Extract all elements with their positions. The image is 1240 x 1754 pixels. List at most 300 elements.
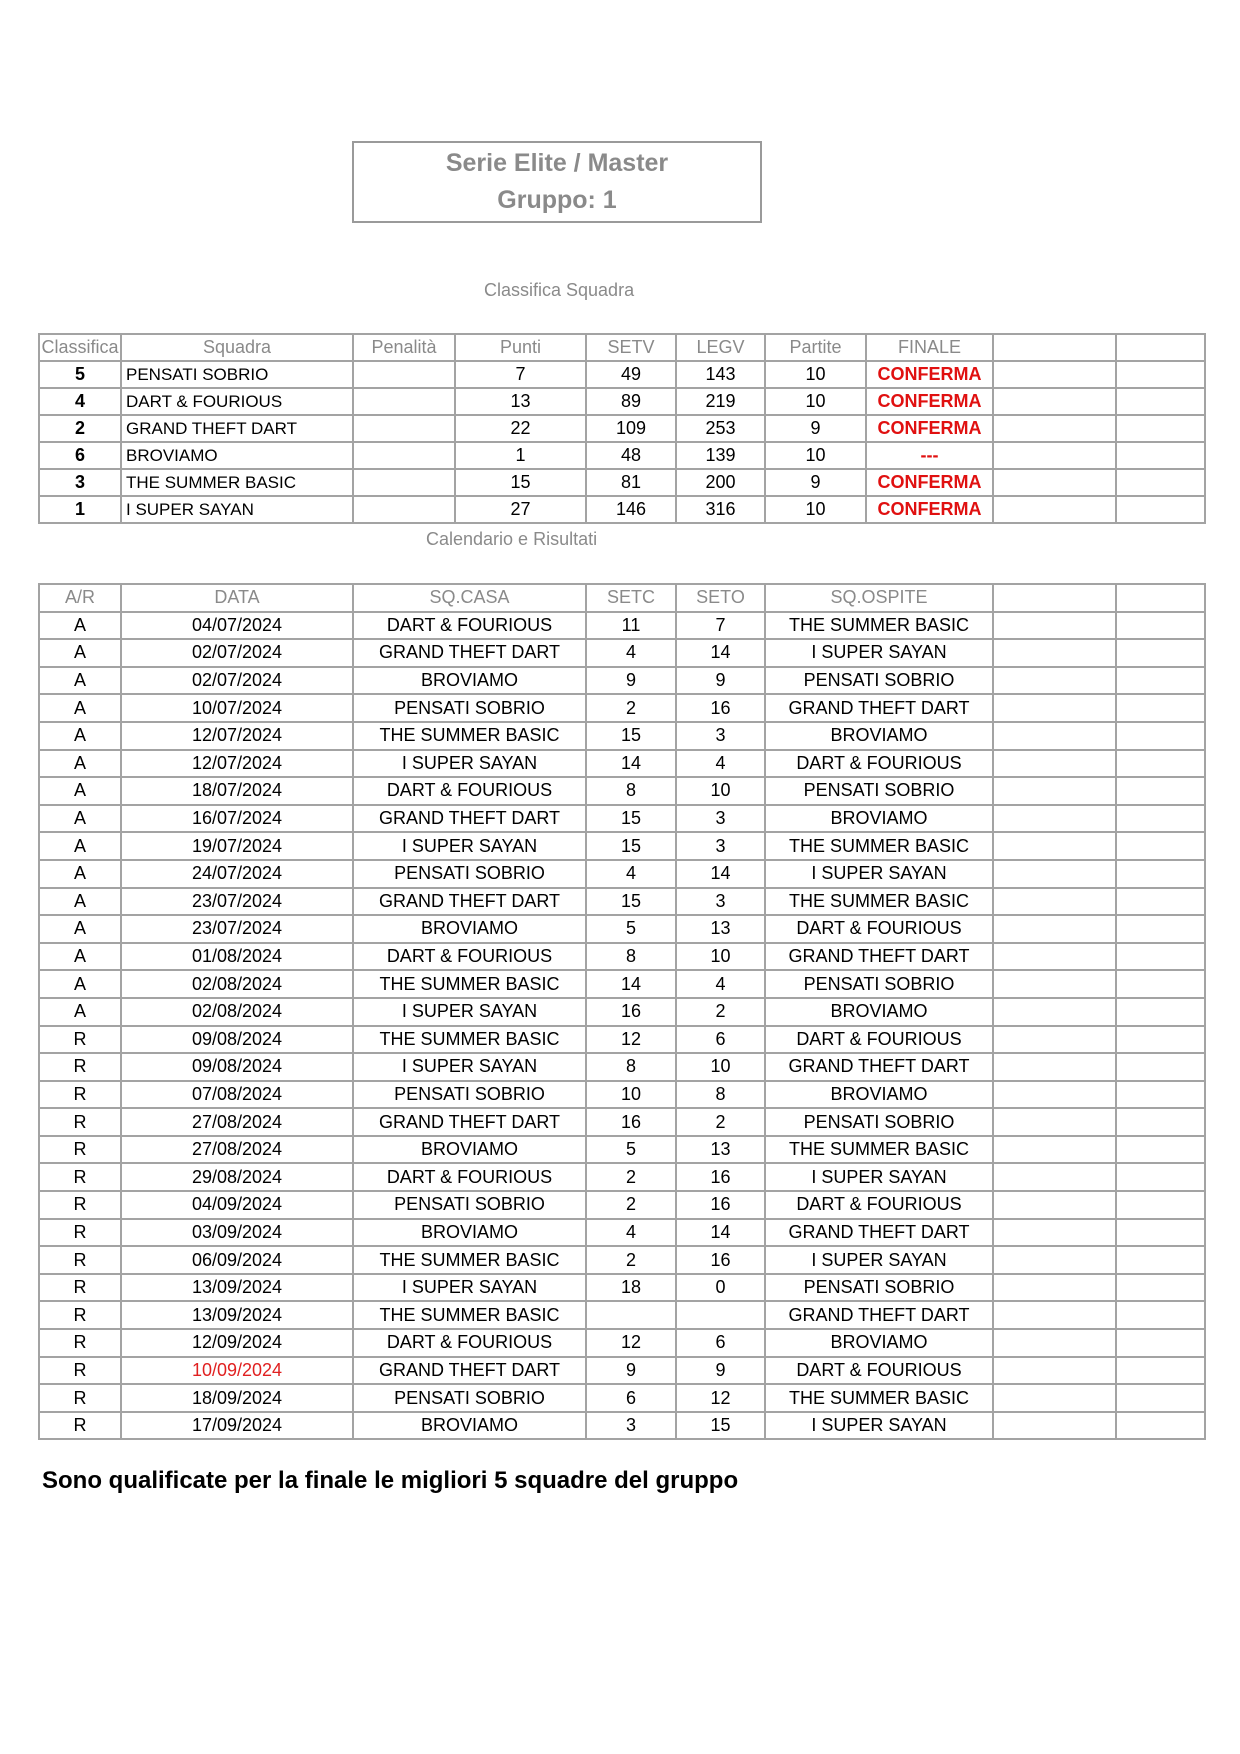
date-cell: 10/07/2024	[121, 694, 353, 722]
played-cell: 10	[765, 496, 866, 523]
away-team-cell: PENSATI SOBRIO	[765, 970, 993, 998]
points-cell: 27	[455, 496, 586, 523]
away-team-cell: THE SUMMER BASIC	[765, 888, 993, 916]
home-team-cell: PENSATI SOBRIO	[353, 1191, 586, 1219]
home-sets-cell: 15	[586, 888, 676, 916]
empty-cell	[1116, 1108, 1205, 1136]
home-team-cell: BROVIAMO	[353, 1136, 586, 1164]
team-name-cell: THE SUMMER BASIC	[121, 469, 353, 496]
home-sets-cell: 2	[586, 1246, 676, 1274]
home-team-cell: DART & FOURIOUS	[353, 612, 586, 640]
empty-cell	[993, 612, 1116, 640]
leg-cell: A	[39, 777, 121, 805]
date-cell: 29/08/2024	[121, 1163, 353, 1191]
home-sets-cell: 9	[586, 1357, 676, 1385]
standings-table	[38, 333, 1206, 524]
qualification-note: Sono qualificate per la finale le migliori 5 squadre del gruppo	[42, 1467, 739, 1494]
match-row	[39, 1329, 1205, 1357]
empty-cell	[993, 361, 1116, 388]
col-header-legv: LEGV	[676, 334, 765, 361]
played-cell: 9	[765, 415, 866, 442]
home-sets-cell: 11	[586, 612, 676, 640]
leg-cell: A	[39, 998, 121, 1026]
empty-cell	[993, 388, 1116, 415]
empty-cell	[993, 1136, 1116, 1164]
setv-cell: 109	[586, 415, 676, 442]
empty-cell	[993, 1108, 1116, 1136]
empty-cell	[993, 1219, 1116, 1247]
setv-cell: 48	[586, 442, 676, 469]
empty-cell	[993, 1191, 1116, 1219]
away-team-cell: I SUPER SAYAN	[765, 860, 993, 888]
empty-cell	[993, 496, 1116, 523]
empty-cell	[1116, 998, 1205, 1026]
away-sets-cell: 10	[676, 777, 765, 805]
col-header-punti: Punti	[455, 334, 586, 361]
date-cell: 10/09/2024	[121, 1357, 353, 1385]
col-header-sq-ospite: SQ.OSPITE	[765, 584, 993, 612]
col-header-partite: Partite	[765, 334, 866, 361]
empty-cell	[1116, 469, 1205, 496]
rank-cell: 2	[39, 415, 121, 442]
empty-cell	[993, 860, 1116, 888]
match-row	[39, 777, 1205, 805]
leg-cell: A	[39, 970, 121, 998]
team-name-cell: GRAND THEFT DART	[121, 415, 353, 442]
home-sets-cell: 15	[586, 805, 676, 833]
date-cell: 02/08/2024	[121, 970, 353, 998]
match-row	[39, 998, 1205, 1026]
away-sets-cell: 16	[676, 1191, 765, 1219]
home-team-cell: THE SUMMER BASIC	[353, 1301, 586, 1329]
empty-cell	[1116, 915, 1205, 943]
home-sets-cell: 8	[586, 777, 676, 805]
penalty-cell	[353, 496, 455, 523]
away-team-cell: THE SUMMER BASIC	[765, 1384, 993, 1412]
away-sets-cell: 4	[676, 970, 765, 998]
home-sets-cell: 2	[586, 1163, 676, 1191]
empty-cell	[1116, 943, 1205, 971]
empty-cell	[1116, 1191, 1205, 1219]
date-cell: 23/07/2024	[121, 888, 353, 916]
away-sets-cell: 2	[676, 1108, 765, 1136]
standings-row	[39, 388, 1205, 415]
home-sets-cell: 12	[586, 1026, 676, 1054]
away-sets-cell: 16	[676, 1246, 765, 1274]
match-row	[39, 1026, 1205, 1054]
team-name-cell: BROVIAMO	[121, 442, 353, 469]
home-sets-cell: 2	[586, 694, 676, 722]
home-team-cell: THE SUMMER BASIC	[353, 722, 586, 750]
away-sets-cell: 3	[676, 722, 765, 750]
setv-cell: 146	[586, 496, 676, 523]
leg-cell: A	[39, 667, 121, 695]
leg-cell: A	[39, 694, 121, 722]
leg-cell: R	[39, 1108, 121, 1136]
standings-row	[39, 415, 1205, 442]
calendar-caption: Calendario e Risultati	[426, 529, 598, 549]
match-row	[39, 1357, 1205, 1385]
leg-cell: A	[39, 943, 121, 971]
leg-cell: R	[39, 1191, 121, 1219]
title-box	[352, 141, 762, 223]
match-row	[39, 1163, 1205, 1191]
leg-cell: R	[39, 1274, 121, 1302]
home-sets-cell: 5	[586, 915, 676, 943]
match-row	[39, 1384, 1205, 1412]
empty-cell	[1116, 832, 1205, 860]
legv-cell: 143	[676, 361, 765, 388]
leg-cell: A	[39, 888, 121, 916]
home-team-cell: PENSATI SOBRIO	[353, 1384, 586, 1412]
group-subtitle: Gruppo: 1	[497, 186, 617, 214]
away-team-cell: I SUPER SAYAN	[765, 639, 993, 667]
empty-cell	[1116, 1163, 1205, 1191]
leg-cell: R	[39, 1384, 121, 1412]
away-sets-cell: 2	[676, 998, 765, 1026]
away-team-cell: PENSATI SOBRIO	[765, 1108, 993, 1136]
home-team-cell: GRAND THEFT DART	[353, 1108, 586, 1136]
final-status-cell: CONFERMA	[866, 415, 993, 442]
leg-cell: R	[39, 1053, 121, 1081]
home-sets-cell: 4	[586, 1219, 676, 1247]
standings-row	[39, 442, 1205, 469]
match-row	[39, 1136, 1205, 1164]
empty-header-cell	[1116, 334, 1205, 361]
away-team-cell: I SUPER SAYAN	[765, 1412, 993, 1440]
standings-row	[39, 469, 1205, 496]
date-cell: 02/07/2024	[121, 667, 353, 695]
leg-cell: R	[39, 1301, 121, 1329]
points-cell: 15	[455, 469, 586, 496]
standings-row	[39, 496, 1205, 523]
away-sets-cell: 16	[676, 694, 765, 722]
rank-cell: 3	[39, 469, 121, 496]
away-sets-cell	[676, 1301, 765, 1329]
away-team-cell: I SUPER SAYAN	[765, 1246, 993, 1274]
home-sets-cell: 12	[586, 1329, 676, 1357]
leg-cell: R	[39, 1163, 121, 1191]
away-sets-cell: 8	[676, 1081, 765, 1109]
home-sets-cell: 16	[586, 1108, 676, 1136]
empty-cell	[993, 1053, 1116, 1081]
rank-cell: 1	[39, 496, 121, 523]
leg-cell: R	[39, 1219, 121, 1247]
match-row	[39, 860, 1205, 888]
date-cell: 07/08/2024	[121, 1081, 353, 1109]
empty-header-cell	[1116, 584, 1205, 612]
standings-caption: Classifica Squadra	[484, 280, 635, 300]
away-team-cell: BROVIAMO	[765, 805, 993, 833]
date-cell: 02/07/2024	[121, 639, 353, 667]
empty-cell	[1116, 1384, 1205, 1412]
home-sets-cell: 6	[586, 1384, 676, 1412]
page-title: Serie Elite / Master	[445, 149, 669, 177]
leg-cell: A	[39, 750, 121, 778]
empty-cell	[993, 1412, 1116, 1440]
empty-cell	[993, 1026, 1116, 1054]
away-team-cell: PENSATI SOBRIO	[765, 667, 993, 695]
points-cell: 7	[455, 361, 586, 388]
empty-header-cell	[993, 334, 1116, 361]
final-status-cell: CONFERMA	[866, 469, 993, 496]
match-row	[39, 1412, 1205, 1440]
away-team-cell: DART & FOURIOUS	[765, 750, 993, 778]
leg-cell: A	[39, 612, 121, 640]
away-team-cell: PENSATI SOBRIO	[765, 1274, 993, 1302]
away-sets-cell: 3	[676, 832, 765, 860]
empty-cell	[1116, 361, 1205, 388]
date-cell: 02/08/2024	[121, 998, 353, 1026]
col-header-penalita: Penalità	[353, 334, 455, 361]
empty-cell	[993, 1357, 1116, 1385]
away-sets-cell: 13	[676, 1136, 765, 1164]
away-sets-cell: 6	[676, 1026, 765, 1054]
col-header-sq-casa: SQ.CASA	[353, 584, 586, 612]
home-team-cell: GRAND THEFT DART	[353, 888, 586, 916]
match-row	[39, 722, 1205, 750]
away-sets-cell: 7	[676, 612, 765, 640]
match-row	[39, 1301, 1205, 1329]
empty-cell	[993, 722, 1116, 750]
match-row	[39, 694, 1205, 722]
home-sets-cell	[586, 1301, 676, 1329]
away-team-cell: GRAND THEFT DART	[765, 1053, 993, 1081]
penalty-cell	[353, 415, 455, 442]
legv-cell: 219	[676, 388, 765, 415]
points-cell: 1	[455, 442, 586, 469]
date-cell: 13/09/2024	[121, 1301, 353, 1329]
leg-cell: A	[39, 639, 121, 667]
empty-cell	[993, 998, 1116, 1026]
home-team-cell: I SUPER SAYAN	[353, 998, 586, 1026]
date-cell: 04/09/2024	[121, 1191, 353, 1219]
setv-cell: 49	[586, 361, 676, 388]
leg-cell: R	[39, 1026, 121, 1054]
empty-cell	[993, 469, 1116, 496]
date-cell: 13/09/2024	[121, 1274, 353, 1302]
team-name-cell: DART & FOURIOUS	[121, 388, 353, 415]
home-sets-cell: 4	[586, 639, 676, 667]
away-team-cell: DART & FOURIOUS	[765, 1357, 993, 1385]
away-team-cell: DART & FOURIOUS	[765, 1191, 993, 1219]
leg-cell: R	[39, 1329, 121, 1357]
home-sets-cell: 4	[586, 860, 676, 888]
match-row	[39, 639, 1205, 667]
empty-cell	[1116, 1329, 1205, 1357]
col-header-seto: SETO	[676, 584, 765, 612]
col-header-classifica: Classifica	[39, 334, 121, 361]
home-sets-cell: 3	[586, 1412, 676, 1440]
played-cell: 10	[765, 442, 866, 469]
rank-cell: 5	[39, 361, 121, 388]
legv-cell: 200	[676, 469, 765, 496]
leg-cell: R	[39, 1081, 121, 1109]
empty-cell	[1116, 1301, 1205, 1329]
away-sets-cell: 13	[676, 915, 765, 943]
played-cell: 10	[765, 361, 866, 388]
leg-cell: R	[39, 1412, 121, 1440]
home-team-cell: GRAND THEFT DART	[353, 805, 586, 833]
col-header-finale: FINALE	[866, 334, 993, 361]
match-row	[39, 612, 1205, 640]
match-row	[39, 915, 1205, 943]
empty-cell	[1116, 639, 1205, 667]
home-sets-cell: 15	[586, 832, 676, 860]
empty-cell	[1116, 722, 1205, 750]
away-sets-cell: 9	[676, 1357, 765, 1385]
empty-cell	[1116, 970, 1205, 998]
away-team-cell: BROVIAMO	[765, 722, 993, 750]
away-sets-cell: 0	[676, 1274, 765, 1302]
empty-cell	[993, 415, 1116, 442]
empty-cell	[1116, 388, 1205, 415]
leg-cell: A	[39, 915, 121, 943]
home-sets-cell: 5	[586, 1136, 676, 1164]
setv-cell: 81	[586, 469, 676, 496]
away-sets-cell: 9	[676, 667, 765, 695]
date-cell: 27/08/2024	[121, 1108, 353, 1136]
away-sets-cell: 10	[676, 943, 765, 971]
away-sets-cell: 12	[676, 1384, 765, 1412]
home-team-cell: THE SUMMER BASIC	[353, 1026, 586, 1054]
match-row	[39, 1053, 1205, 1081]
match-row	[39, 1246, 1205, 1274]
empty-cell	[1116, 1412, 1205, 1440]
penalty-cell	[353, 469, 455, 496]
standings-body	[39, 361, 1205, 523]
away-team-cell: BROVIAMO	[765, 998, 993, 1026]
final-status-cell: CONFERMA	[866, 388, 993, 415]
date-cell: 23/07/2024	[121, 915, 353, 943]
match-row	[39, 1191, 1205, 1219]
date-cell: 17/09/2024	[121, 1412, 353, 1440]
leg-cell: R	[39, 1357, 121, 1385]
empty-cell	[1116, 415, 1205, 442]
date-cell: 12/09/2024	[121, 1329, 353, 1357]
away-team-cell: DART & FOURIOUS	[765, 1026, 993, 1054]
empty-cell	[993, 777, 1116, 805]
away-sets-cell: 3	[676, 805, 765, 833]
calendar-table	[38, 583, 1206, 1440]
away-team-cell: THE SUMMER BASIC	[765, 832, 993, 860]
away-sets-cell: 15	[676, 1412, 765, 1440]
match-row	[39, 805, 1205, 833]
date-cell: 12/07/2024	[121, 750, 353, 778]
home-sets-cell: 14	[586, 750, 676, 778]
home-team-cell: GRAND THEFT DART	[353, 1357, 586, 1385]
home-team-cell: BROVIAMO	[353, 915, 586, 943]
date-cell: 04/07/2024	[121, 612, 353, 640]
home-team-cell: DART & FOURIOUS	[353, 943, 586, 971]
rank-cell: 4	[39, 388, 121, 415]
empty-cell	[1116, 1026, 1205, 1054]
col-header-squadra: Squadra	[121, 334, 353, 361]
legv-cell: 253	[676, 415, 765, 442]
home-team-cell: THE SUMMER BASIC	[353, 1246, 586, 1274]
home-team-cell: DART & FOURIOUS	[353, 1163, 586, 1191]
home-team-cell: BROVIAMO	[353, 1412, 586, 1440]
leg-cell: A	[39, 805, 121, 833]
final-status-cell: CONFERMA	[866, 496, 993, 523]
empty-cell	[1116, 750, 1205, 778]
away-team-cell: PENSATI SOBRIO	[765, 777, 993, 805]
match-row	[39, 832, 1205, 860]
home-team-cell: I SUPER SAYAN	[353, 832, 586, 860]
leg-cell: A	[39, 722, 121, 750]
empty-cell	[1116, 496, 1205, 523]
away-sets-cell: 3	[676, 888, 765, 916]
home-sets-cell: 15	[586, 722, 676, 750]
home-team-cell: PENSATI SOBRIO	[353, 860, 586, 888]
match-row	[39, 1219, 1205, 1247]
away-sets-cell: 14	[676, 1219, 765, 1247]
home-sets-cell: 14	[586, 970, 676, 998]
empty-cell	[1116, 1274, 1205, 1302]
legv-cell: 139	[676, 442, 765, 469]
home-sets-cell: 18	[586, 1274, 676, 1302]
away-sets-cell: 4	[676, 750, 765, 778]
points-cell: 13	[455, 388, 586, 415]
date-cell: 18/07/2024	[121, 777, 353, 805]
team-name-cell: PENSATI SOBRIO	[121, 361, 353, 388]
team-name-cell: I SUPER SAYAN	[121, 496, 353, 523]
empty-cell	[993, 805, 1116, 833]
empty-cell	[993, 832, 1116, 860]
empty-cell	[993, 888, 1116, 916]
empty-cell	[993, 1163, 1116, 1191]
home-team-cell: PENSATI SOBRIO	[353, 694, 586, 722]
final-status-cell: ---	[866, 442, 993, 469]
standings-row	[39, 361, 1205, 388]
empty-cell	[1116, 805, 1205, 833]
date-cell: 06/09/2024	[121, 1246, 353, 1274]
points-cell: 22	[455, 415, 586, 442]
away-team-cell: I SUPER SAYAN	[765, 1163, 993, 1191]
away-team-cell: GRAND THEFT DART	[765, 943, 993, 971]
date-cell: 09/08/2024	[121, 1026, 353, 1054]
away-sets-cell: 10	[676, 1053, 765, 1081]
home-sets-cell: 16	[586, 998, 676, 1026]
standings-header-row	[39, 334, 1205, 361]
date-cell: 01/08/2024	[121, 943, 353, 971]
empty-cell	[993, 1301, 1116, 1329]
empty-cell	[993, 667, 1116, 695]
leg-cell: R	[39, 1136, 121, 1164]
date-cell: 24/07/2024	[121, 860, 353, 888]
away-team-cell: THE SUMMER BASIC	[765, 1136, 993, 1164]
empty-cell	[993, 442, 1116, 469]
match-row	[39, 1108, 1205, 1136]
empty-cell	[993, 1329, 1116, 1357]
match-row	[39, 750, 1205, 778]
home-team-cell: THE SUMMER BASIC	[353, 970, 586, 998]
empty-cell	[993, 943, 1116, 971]
empty-cell	[1116, 1246, 1205, 1274]
calendar-body	[39, 612, 1205, 1440]
away-team-cell: THE SUMMER BASIC	[765, 612, 993, 640]
played-cell: 9	[765, 469, 866, 496]
col-header-setv: SETV	[586, 334, 676, 361]
leg-cell: A	[39, 860, 121, 888]
match-row	[39, 970, 1205, 998]
home-team-cell: GRAND THEFT DART	[353, 639, 586, 667]
empty-cell	[993, 1274, 1116, 1302]
leg-cell: A	[39, 832, 121, 860]
setv-cell: 89	[586, 388, 676, 415]
empty-cell	[993, 915, 1116, 943]
empty-cell	[1116, 1053, 1205, 1081]
